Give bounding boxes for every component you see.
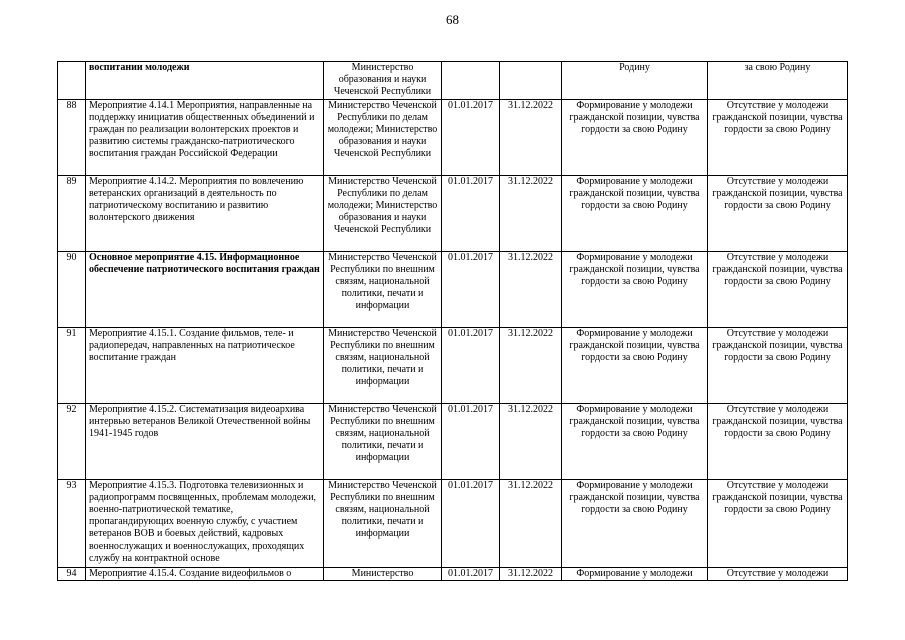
responsible-executor: Министерство Чеченской Республики по делам молодежи; Министерство образования и науки Чеченской Республики	[324, 99, 442, 175]
start-date: 01.01.2017	[442, 327, 500, 403]
responsible-executor: Министерство Чеченской Республики по внешним связям, национальной политики, печати и информации	[324, 479, 442, 567]
expected-result: Родину	[562, 62, 708, 100]
expected-result: Формирование у молодежи гражданской позиции, чувства гордости за свою Родину	[562, 251, 708, 327]
start-date: 01.01.2017	[442, 567, 500, 580]
row-number	[58, 62, 86, 100]
activity-name: Мероприятие 4.14.2. Мероприятия по вовлечению ветеранских организаций в деятельность по патриотическому воспитанию и развитию волонтерского движения	[86, 175, 324, 251]
non-implementation-consequence: Отсутствие у молодежи гражданской позиции, чувства гордости за свою Родину	[708, 327, 848, 403]
activity-name: Основное мероприятие 4.15. Информационное обеспечение патриотического воспитания граждан	[86, 251, 324, 327]
table-row	[58, 251, 848, 327]
table-row	[58, 479, 848, 567]
activity-name: воспитании молодежи	[86, 62, 324, 100]
row-number: 93	[58, 479, 86, 567]
table-row	[58, 175, 848, 251]
activity-name: Мероприятие 4.15.3. Подготовка телевизионных и радиопрограмм посвященных, проблемам молодежи, военно-патриотической тематике, пропагандирующих военную службу, с участием ветеранов ВОВ и боевых действий, кадровых военнослужащих и военнослужащих, проходящих службу на контрактной основе	[86, 479, 324, 567]
responsible-executor: Министерство Чеченской Республики по внешним связям, национальной политики, печати и информации	[324, 327, 442, 403]
non-implementation-consequence: Отсутствие у молодежи	[708, 567, 848, 580]
row-number: 88	[58, 99, 86, 175]
table-row	[58, 403, 848, 479]
row-number: 91	[58, 327, 86, 403]
end-date: 31.12.2022	[500, 567, 562, 580]
start-date: 01.01.2017	[442, 403, 500, 479]
expected-result: Формирование у молодежи гражданской позиции, чувства гордости за свою Родину	[562, 175, 708, 251]
non-implementation-consequence: Отсутствие у молодежи гражданской позиции, чувства гордости за свою Родину	[708, 251, 848, 327]
end-date: 31.12.2022	[500, 403, 562, 479]
non-implementation-consequence: Отсутствие у молодежи гражданской позиции, чувства гордости за свою Родину	[708, 403, 848, 479]
responsible-executor: Министерство Чеченской Республики по внешним связям, национальной политики, печати и информации	[324, 403, 442, 479]
end-date: 31.12.2022	[500, 175, 562, 251]
program-activities-table	[57, 61, 848, 581]
start-date: 01.01.2017	[442, 479, 500, 567]
page-number: 68	[446, 12, 459, 27]
table-row	[58, 567, 848, 580]
start-date: 01.01.2017	[442, 251, 500, 327]
end-date: 31.12.2022	[500, 327, 562, 403]
table-body	[58, 62, 848, 581]
expected-result: Формирование у молодежи гражданской позиции, чувства гордости за свою Родину	[562, 479, 708, 567]
responsible-executor: Министерство образования и науки Чеченской Республики	[324, 62, 442, 100]
start-date: 01.01.2017	[442, 99, 500, 175]
table-row	[58, 327, 848, 403]
non-implementation-consequence: Отсутствие у молодежи гражданской позиции, чувства гордости за свою Родину	[708, 479, 848, 567]
responsible-executor: Министерство Чеченской Республики по внешним связям, национальной политики, печати и информации	[324, 251, 442, 327]
non-implementation-consequence: за свою Родину	[708, 62, 848, 100]
expected-result: Формирование у молодежи гражданской позиции, чувства гордости за свою Родину	[562, 327, 708, 403]
activity-name: Мероприятие 4.15.4. Создание видеофильмов о	[86, 567, 324, 580]
end-date: 31.12.2022	[500, 479, 562, 567]
end-date	[500, 62, 562, 100]
end-date: 31.12.2022	[500, 251, 562, 327]
responsible-executor: Министерство Чеченской Республики по делам молодежи; Министерство образования и науки Чеченской Республики	[324, 175, 442, 251]
end-date: 31.12.2022	[500, 99, 562, 175]
table-row	[58, 99, 848, 175]
expected-result: Формирование у молодежи гражданской позиции, чувства гордости за свою Родину	[562, 403, 708, 479]
row-number: 92	[58, 403, 86, 479]
table-row	[58, 62, 848, 100]
row-number: 94	[58, 567, 86, 580]
activity-name: Мероприятие 4.15.1. Создание фильмов, теле- и радиопередач, направленных на патриотическое воспитание граждан	[86, 327, 324, 403]
activity-name: Мероприятие 4.14.1 Мероприятия, направленные на поддержку инициатив общественных объединений и граждан по реализации волонтерских проектов и развитию системы гражданско-патриотического воспитания граждан Российской Федерации	[86, 99, 324, 175]
row-number: 90	[58, 251, 86, 327]
activity-name: Мероприятие 4.15.2. Систематизация видеоархива интервью ветеранов Великой Отечественной войны 1941-1945 годов	[86, 403, 324, 479]
row-number: 89	[58, 175, 86, 251]
start-date	[442, 62, 500, 100]
expected-result: Формирование у молодежи гражданской позиции, чувства гордости за свою Родину	[562, 99, 708, 175]
expected-result: Формирование у молодежи	[562, 567, 708, 580]
responsible-executor: Министерство	[324, 567, 442, 580]
non-implementation-consequence: Отсутствие у молодежи гражданской позиции, чувства гордости за свою Родину	[708, 99, 848, 175]
start-date: 01.01.2017	[442, 175, 500, 251]
non-implementation-consequence: Отсутствие у молодежи гражданской позиции, чувства гордости за свою Родину	[708, 175, 848, 251]
